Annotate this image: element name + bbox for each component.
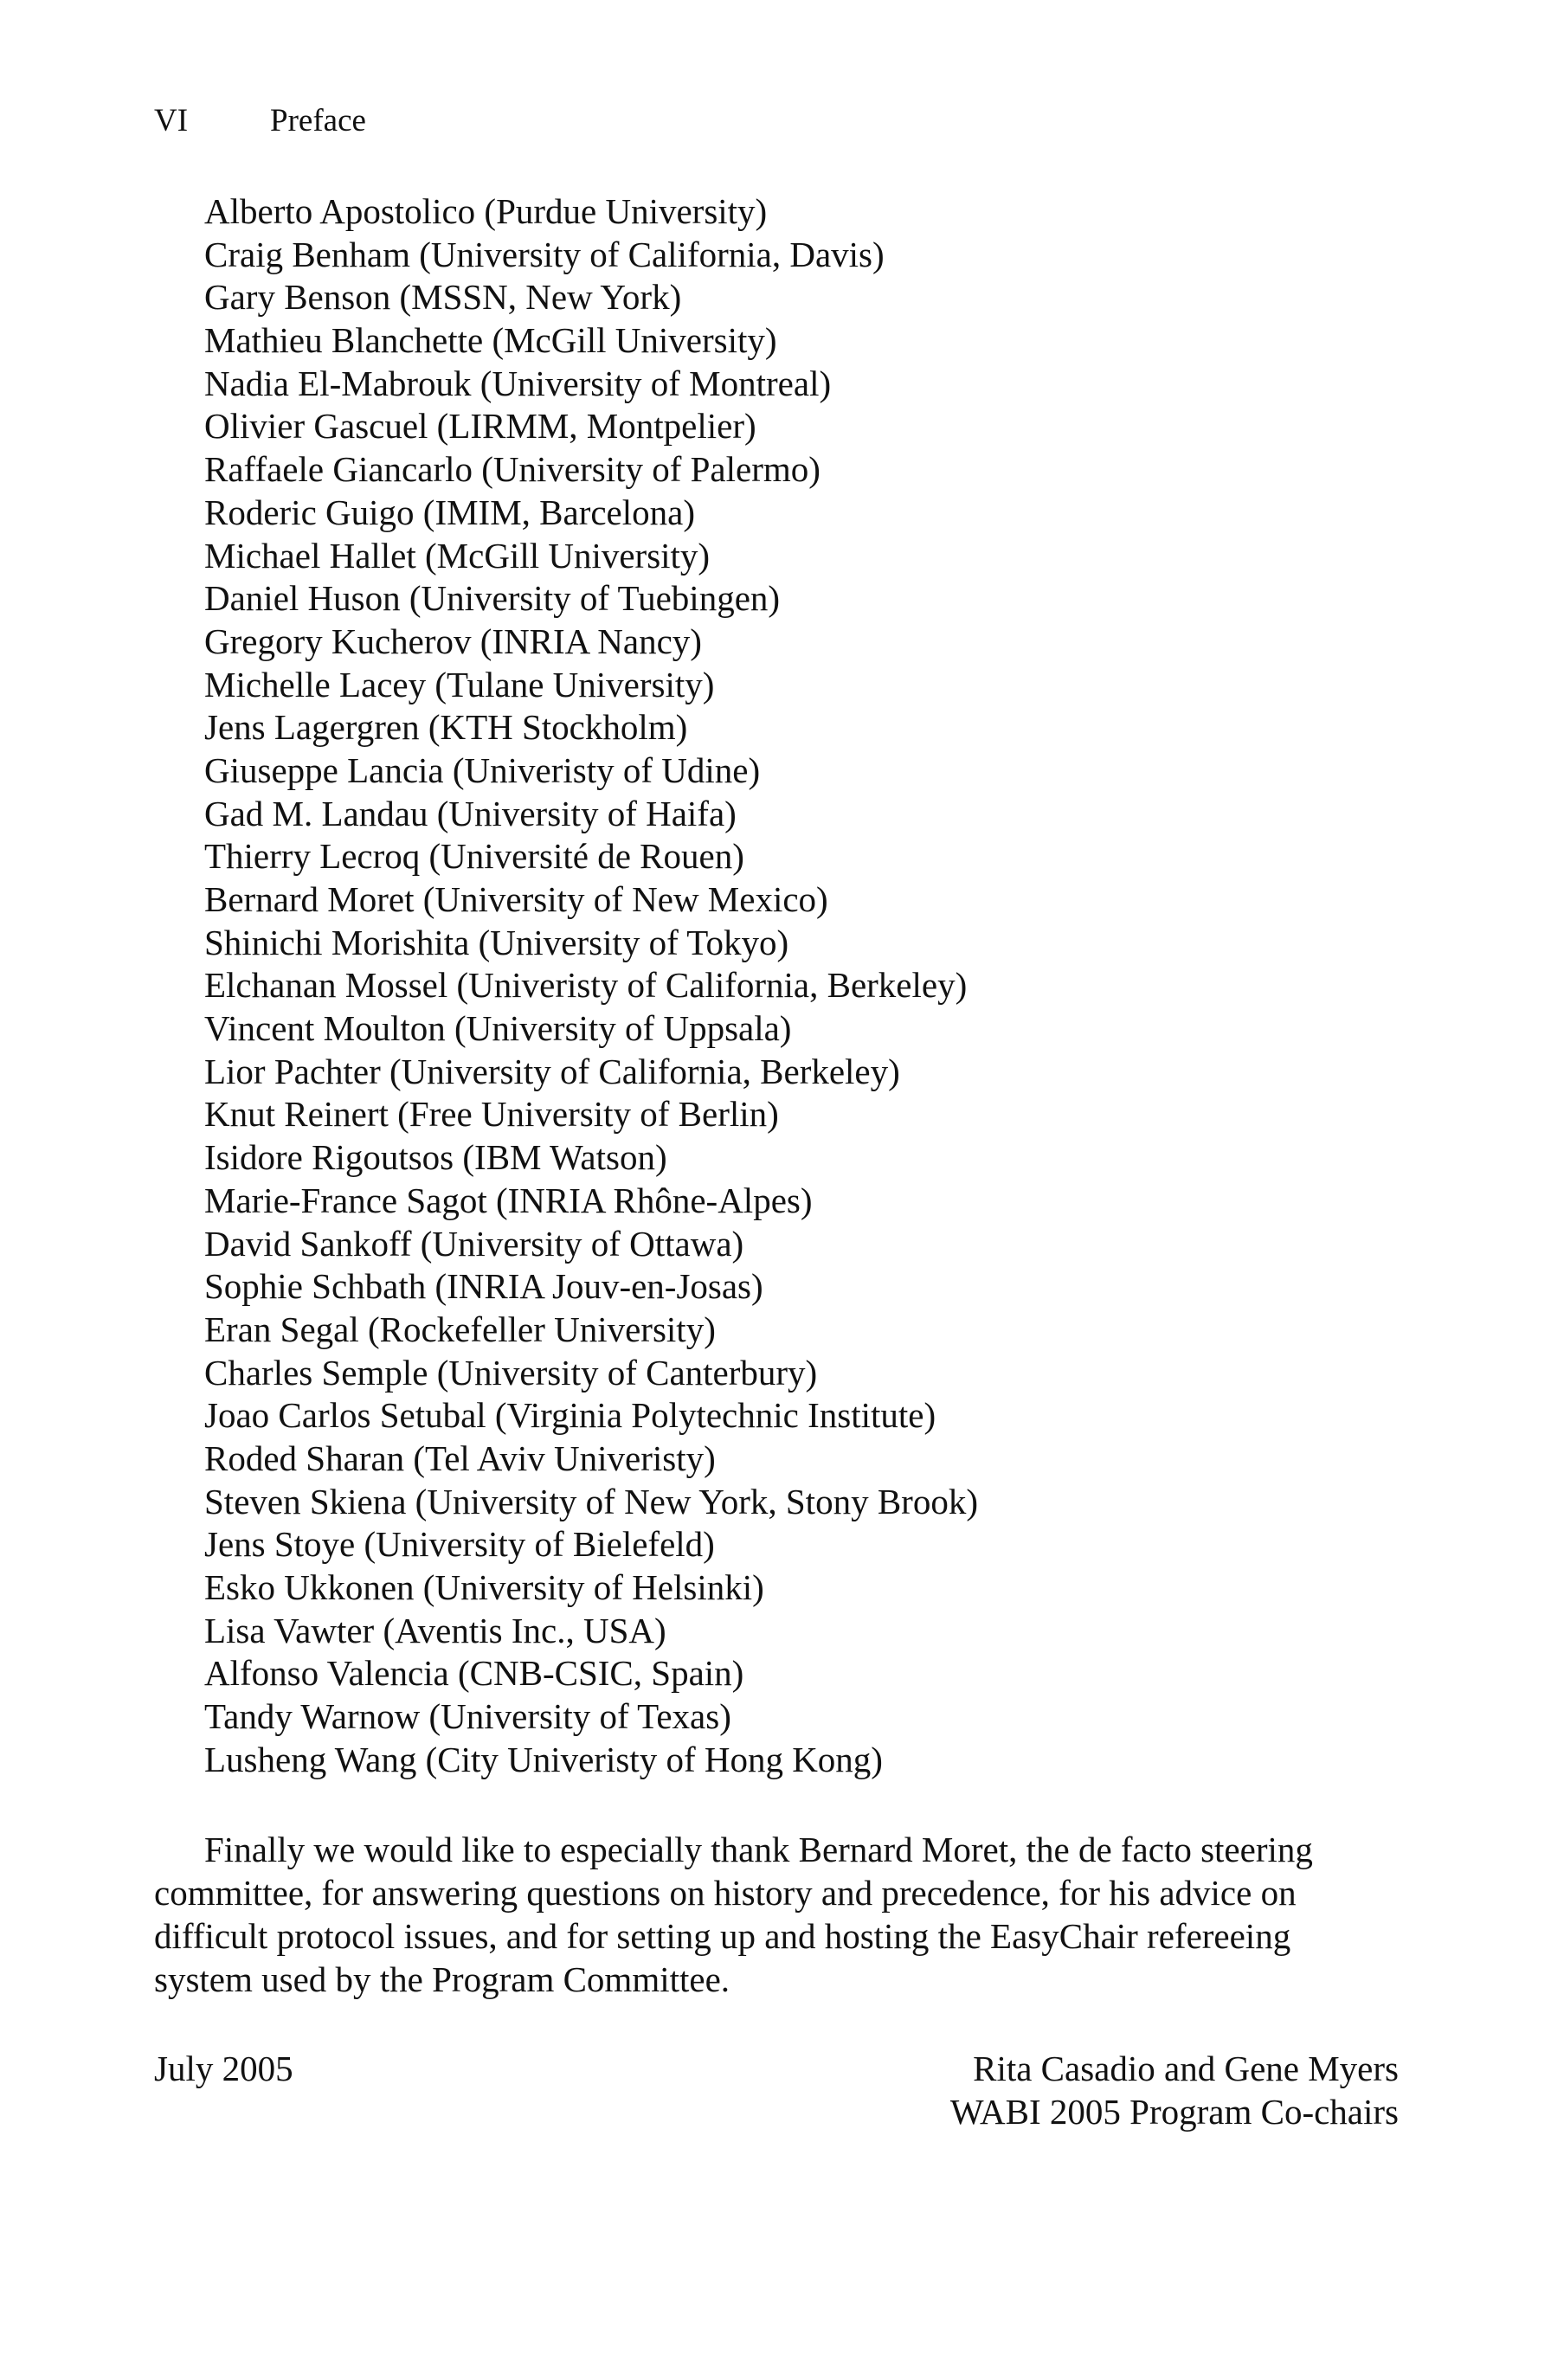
committee-member: David Sankoff (University of Ottawa) <box>204 1223 744 1264</box>
closing-paragraph <box>154 1828 1400 2001</box>
committee-member: Elchanan Mossel (Univeristy of California, Berkeley) <box>204 965 968 1006</box>
committee-member: Lior Pachter (University of California, Berkeley) <box>204 1051 900 1091</box>
signature-names: Rita Casadio and Gene Myers <box>973 2049 1399 2088</box>
committee-member: Michelle Lacey (Tulane University) <box>204 664 715 704</box>
committee-member: Alberto Apostolico (Purdue University) <box>204 191 768 231</box>
page-number: VI <box>154 103 189 138</box>
committee-member: Sophie Schbath (INRIA Jouv-en-Josas) <box>204 1266 763 1307</box>
committee-member: Vincent Moulton (University of Uppsala) <box>204 1008 792 1049</box>
committee-member: Roderic Guigo (IMIM, Barcelona) <box>204 492 695 532</box>
committee-member: Nadia El-Mabrouk (University of Montreal) <box>204 363 832 403</box>
committee-member: Roded Sharan (Tel Aviv Univeristy) <box>204 1438 716 1478</box>
running-title: Preface <box>270 103 366 138</box>
committee-member: Gregory Kucherov (INRIA Nancy) <box>204 621 702 661</box>
closing-line: committee, for answering questions on history and precedence, for his advice on <box>154 1873 1297 1913</box>
committee-member: Mathieu Blanchette (McGill University) <box>204 320 777 361</box>
committee-member: Charles Semple (University of Canterbury) <box>204 1352 818 1393</box>
committee-member: Olivier Gascuel (LIRMM, Montpelier) <box>204 406 756 447</box>
committee-member: Lusheng Wang (City Univeristy of Hong Kong) <box>204 1739 883 1779</box>
closing-line: difficult protocol issues, and for setting up and hosting the EasyChair refereeing <box>154 1916 1291 1956</box>
committee-member: Bernard Moret (University of New Mexico) <box>204 879 828 919</box>
closing-line: Finally we would like to especially thank Bernard Moret, the de facto steering <box>204 1830 1313 1869</box>
committee-member: Isidore Rigoutsos (IBM Watson) <box>204 1137 667 1178</box>
committee-member: Marie-France Sagot (INRIA Rhône-Alpes) <box>204 1180 813 1220</box>
committee-member: Lisa Vawter (Aventis Inc., USA) <box>204 1610 666 1650</box>
committee-member: Steven Skiena (University of New York, Stony Brook) <box>204 1481 978 1521</box>
committee-member: Alfonso Valencia (CNB-CSIC, Spain) <box>204 1653 744 1694</box>
signature-title: WABI 2005 Program Co-chairs <box>949 2092 1399 2132</box>
committee-member: Esko Ukkonen (University of Helsinki) <box>204 1567 764 1607</box>
committee-member: Raffaele Giancarlo (University of Palermo) <box>204 449 821 490</box>
signature-block <box>950 2047 1399 2133</box>
date: July 2005 <box>154 2049 293 2088</box>
committee-member: Thierry Lecroq (Université de Rouen) <box>204 836 744 877</box>
committee-member: Eran Segal (Rockefeller University) <box>204 1309 716 1349</box>
committee-member: Tandy Warnow (University of Texas) <box>204 1696 731 1737</box>
committee-member: Jens Lagergren (KTH Stockholm) <box>204 707 688 748</box>
committee-member: Joao Carlos Setubal (Virginia Polytechnic Institute) <box>204 1395 936 1436</box>
committee-member: Giuseppe Lancia (Univeristy of Udine) <box>204 749 761 790</box>
committee-member: Daniel Huson (University of Tuebingen) <box>204 578 781 619</box>
closing-line: system used by the Program Committee. <box>154 1959 730 1999</box>
committee-member: Michael Hallet (McGill University) <box>204 535 711 576</box>
committee-member: Shinichi Morishita (University of Tokyo) <box>204 922 789 962</box>
committee-member: Gary Benson (MSSN, New York) <box>204 277 682 318</box>
committee-member: Knut Reinert (Free University of Berlin) <box>204 1094 779 1135</box>
program-committee-list <box>204 190 978 1781</box>
committee-member: Jens Stoye (University of Bielefeld) <box>204 1524 715 1565</box>
committee-member: Craig Benham (University of California, Davis) <box>204 234 885 274</box>
committee-member: Gad M. Landau (University of Haifa) <box>204 793 737 833</box>
